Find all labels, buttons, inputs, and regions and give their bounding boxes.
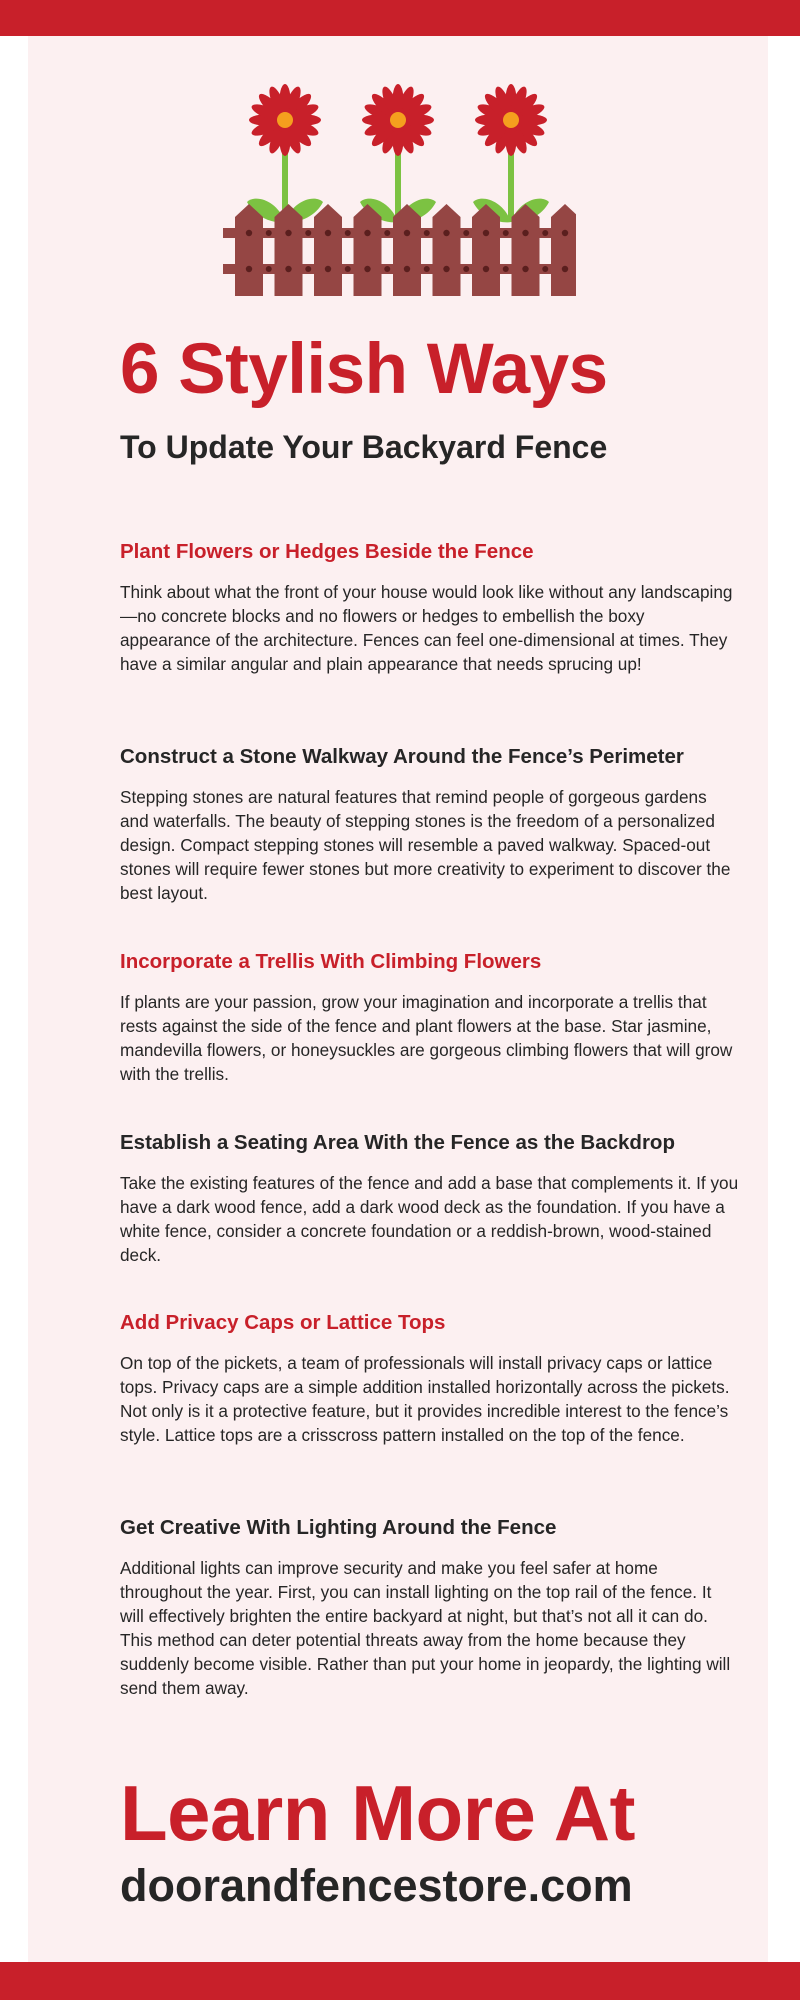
fence-picket bbox=[551, 204, 576, 296]
fence-rail-nail bbox=[424, 230, 430, 236]
section-trellis bbox=[120, 948, 740, 1086]
flower-2 bbox=[360, 84, 436, 222]
top-accent-bar bbox=[0, 0, 800, 36]
section-lighting bbox=[120, 1514, 740, 1700]
fence-picket-board bbox=[354, 204, 382, 296]
fence-rail-nail bbox=[345, 230, 351, 236]
fence-picket-board bbox=[393, 204, 421, 296]
fence-picket-board bbox=[275, 204, 303, 296]
section-body: Think about what the front of your house would look like without any landscaping—no concrete blocks and no flowers or hedges to embellish the boxy appearance of the architecture. Fences can feel one-dimensional at times. They have a similar angular and plain appearance that needs sprucing up! bbox=[120, 582, 733, 674]
fence-nail bbox=[522, 230, 528, 236]
fence-picket-board bbox=[512, 204, 540, 296]
section-privacy-caps bbox=[120, 1309, 740, 1447]
flower-center bbox=[503, 112, 519, 128]
fence-rail-nail bbox=[463, 230, 469, 236]
fence-nail bbox=[404, 266, 410, 272]
fence-picket bbox=[433, 204, 461, 296]
fence-nail bbox=[325, 266, 331, 272]
fence-picket-board bbox=[472, 204, 500, 296]
section-heading: Plant Flowers or Hedges Beside the Fence bbox=[120, 540, 534, 563]
fence-nail bbox=[325, 230, 331, 236]
fence-picket bbox=[235, 204, 263, 296]
flower-center bbox=[277, 112, 293, 128]
fence-nail bbox=[562, 266, 568, 272]
fence-nail bbox=[404, 230, 410, 236]
fence-rail-nail bbox=[542, 266, 548, 272]
section-heading: Construct a Stone Walkway Around the Fence’s Perimeter bbox=[120, 745, 684, 768]
fence-nail bbox=[285, 266, 291, 272]
fence-rail-nail bbox=[384, 266, 390, 272]
cta-heading: Learn More At bbox=[120, 1769, 636, 1857]
fence-nail bbox=[285, 230, 291, 236]
fence-picket-board bbox=[314, 204, 342, 296]
page-subtitle: To Update Your Backyard Fence bbox=[120, 429, 608, 465]
fence-nail bbox=[246, 230, 252, 236]
fence-rail-nail bbox=[266, 266, 272, 272]
fence-nail bbox=[246, 266, 252, 272]
section-stone-walkway bbox=[120, 743, 740, 905]
flower-center bbox=[390, 112, 406, 128]
fence-nail bbox=[443, 266, 449, 272]
fence-rail-nail bbox=[503, 266, 509, 272]
fence-rail-nail bbox=[266, 230, 272, 236]
fence-rail-nail bbox=[424, 266, 430, 272]
section-plant-flowers bbox=[120, 538, 740, 676]
fence-with-flowers-icon bbox=[220, 76, 576, 298]
fence-nail bbox=[483, 230, 489, 236]
fence-picket bbox=[314, 204, 342, 296]
fence-rail-nail bbox=[305, 266, 311, 272]
section-heading: Incorporate a Trellis With Climbing Flowers bbox=[120, 950, 542, 973]
fence-picket-board bbox=[551, 204, 576, 296]
fence-rail-nail bbox=[503, 230, 509, 236]
fence-picket bbox=[472, 204, 500, 296]
page-title: 6 Stylish Ways bbox=[120, 330, 608, 409]
fence-picket-board bbox=[433, 204, 461, 296]
section-body: If plants are your passion, grow your imagination and incorporate a trellis that rests against the side of the fence and plant flowers at the base. Star jasmine, mandevilla flowers, or honeysuckles are gorgeous climbing flowers that will grow with the trellis. bbox=[120, 992, 733, 1084]
section-heading: Get Creative With Lighting Around the Fence bbox=[120, 1516, 557, 1539]
fence-rail-nail bbox=[305, 230, 311, 236]
fence-nail bbox=[522, 266, 528, 272]
fence-picket bbox=[275, 204, 303, 296]
section-body: On top of the pickets, a team of professionals will install privacy caps or lattice tops. Privacy caps are a simple addition installed horizontally across the pickets. Not only is it a protective feature, but it provides incredible interest to the fence’s style. Lattice tops are a crisscross pattern installed on the top of the fence. bbox=[120, 1353, 730, 1445]
fence-rail-nail bbox=[345, 266, 351, 272]
section-seating-area bbox=[120, 1129, 740, 1267]
cta-website-link[interactable]: doorandfencestore.com bbox=[120, 1860, 633, 1911]
bottom-accent-bar bbox=[0, 1962, 800, 2000]
fence-rail-nail bbox=[463, 266, 469, 272]
section-heading: Establish a Seating Area With the Fence as the Backdrop bbox=[120, 1131, 675, 1154]
section-body: Take the existing features of the fence and add a base that complements it. If you have a dark wood fence, add a dark wood deck as the foundation. If you have a white fence, consider a concrete foundation or a reddish-brown, wood-stained deck. bbox=[120, 1173, 739, 1265]
fence-picket bbox=[354, 204, 382, 296]
section-body: Stepping stones are natural features that remind people of gorgeous gardens and waterfalls. The beauty of stepping stones is the freedom of a personalized design. Compact stepping stones will resemble a paved walkway. Spaced-out stones will require fewer stones but more creativity to experiment to discover the best layout. bbox=[120, 787, 731, 903]
fence-nail bbox=[364, 230, 370, 236]
fence-picket-board bbox=[235, 204, 263, 296]
fence-nail bbox=[562, 230, 568, 236]
fence-nail bbox=[483, 266, 489, 272]
section-heading: Add Privacy Caps or Lattice Tops bbox=[120, 1311, 446, 1334]
flower-3 bbox=[473, 84, 549, 222]
fence-rail-nail bbox=[384, 230, 390, 236]
section-body: Additional lights can improve security and make you feel safer at home throughout the year. First, you can install lighting on the top rail of the fence. It will effectively brighten the entire backyard at night, but that’s not all it can do. This method can deter potential threats away from the home because they suddenly become visible. Rather than put your home in jeopardy, the lighting will send them away. bbox=[120, 1558, 731, 1698]
fence-picket bbox=[512, 204, 540, 296]
fence-picket bbox=[393, 204, 421, 296]
flower-1 bbox=[247, 84, 323, 222]
fence-nail bbox=[443, 230, 449, 236]
fence-rail-nail bbox=[542, 230, 548, 236]
fence-nail bbox=[364, 266, 370, 272]
